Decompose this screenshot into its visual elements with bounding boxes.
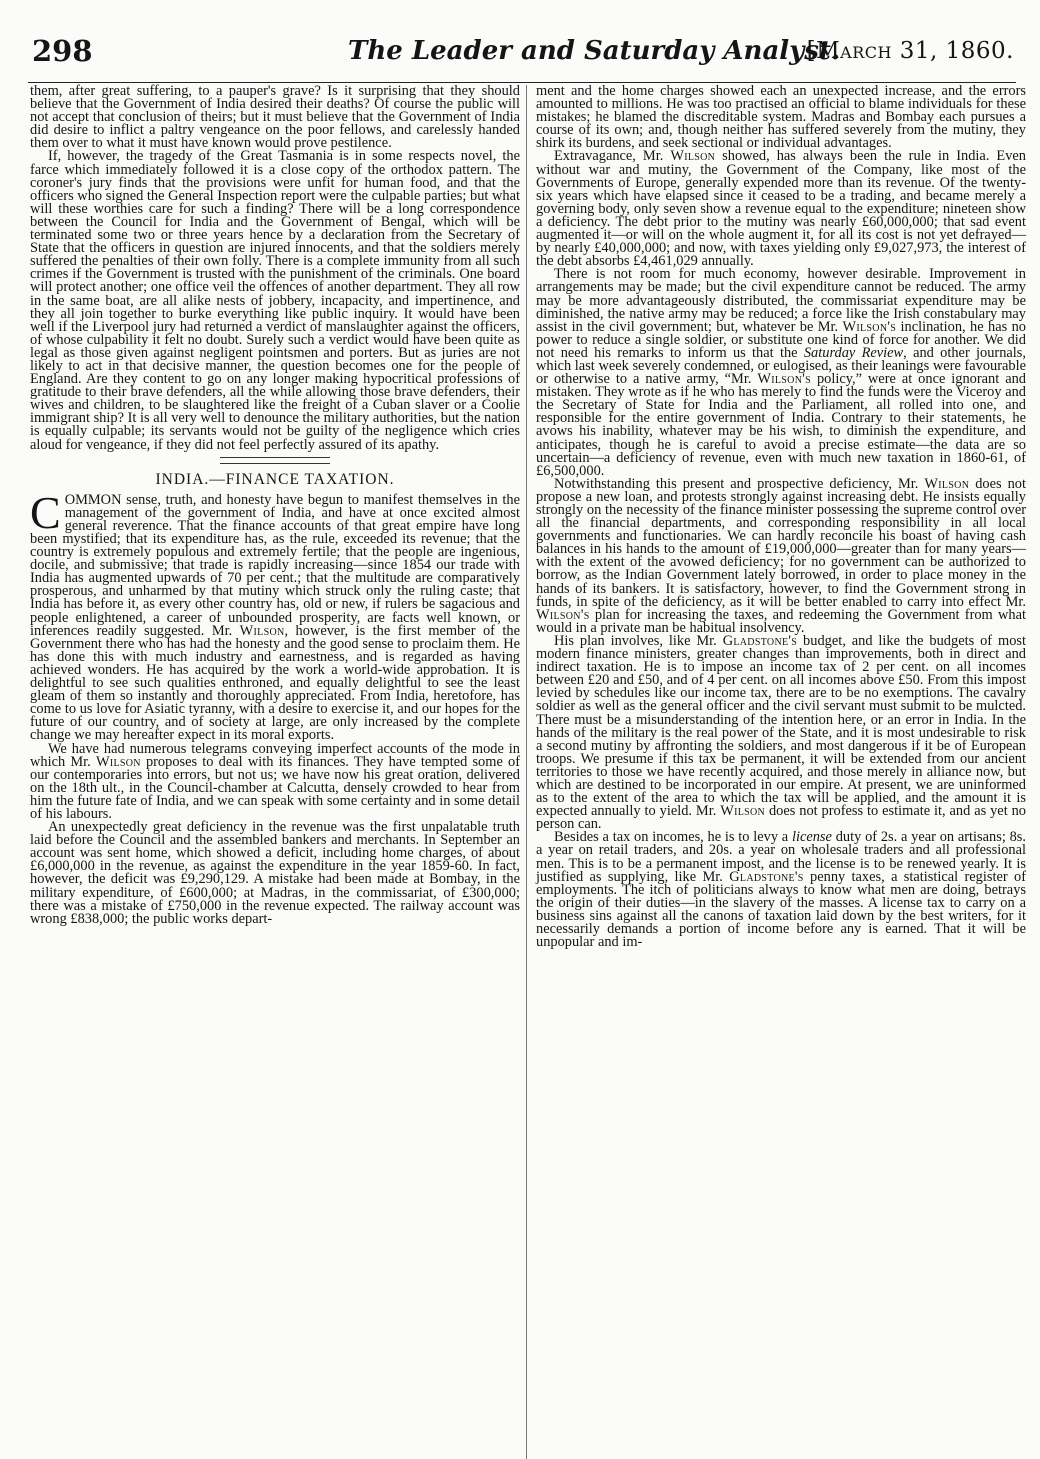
paragraph: If, however, the tragedy of the Great Tasmania is in some respects novel, the farce which immediately followed it is a close copy of the orthodox pattern. The coroner's jury finds that the provisions were unfit for human food, and that the officers who signed the General Inspection report were the culpable parties; but what will these worthies care for such a finding? There will be a long correspondence between the Council for India and the Government of Bengal, which will be terminated some two or three years hence by a declaration from the Secretary of State that the officers in question are injured innocents, and that the soldiers merely suffered the penalties of their own folly. There is a complete immunity from all such crimes if the Government is trusted with the punishment of the criminals. One board will protect another; one office veil the offences of another department. They all row in the same boat, are all alike nests of jobbery, incapacity, and impertinence, and they all join together to burke everything like public inquiry. It would have been well if the Liverpool jury had returned a verdict of manslaughter against the officers, of whose culpability it felt no doubt. Surely such a verdict would have been quite as legal as those given against negligent pointsmen and porters. But as juries are not likely to act in that decisive manner, the question becomes one for the people of England. Are they content to go on any longer making hypocritical professions of gratitude to their brave defenders, all the while allowing those brave defenders, their wives and children, to be slaughtered like the freight of a Cuban slaver or a Coolie immigrant ship? It is all very well to denounce the military authorities, but the nation is equally culpable; its servants would not be guilty of the negligence which cries aloud for vengeance, if they did not feel perfectly assured of its apathy.	[30, 148, 520, 453]
section-divider	[220, 457, 330, 464]
paragraph: Notwithstanding this present and prospective deficiency, Mr. Wilson does not propose a new loan, and protests strongly against increasing debt. He insists equally strongly on the necessity of the finance minister possessing the supreme control over all the financial departments, and corresponding responsibility in all local governments and functionaries. We can hardly reconcile his boast of having cash balances in his hands to the amount of £19,000,000—greater than for many years—with the extent of the avowed deficiency; for no government can be authorized to borrow, as the Indian Government lately borrowed, in order to place money in the hands of its bankers. It is satisfactory, however, to find the Government strong in funds, in spite of the deficiency, as it will be better enabled to carry into effect Mr. Wilson's plan for increasing the taxes, and redeeming the Government from what would in a private man be habitual insolvency.	[536, 475, 1026, 636]
drop-cap: C	[30, 486, 61, 538]
paragraph: There is not room for much economy, however desirable. Improvement in arrangements may be made; but the civil expenditure cannot be reduced. The army may be more advantageously distributed, the commissariat expenditure may be diminished, the native army may be reduced; a force like the Irish constabulary may assist in the civil government; but, whatever be Mr. Wilson's inclination, he has no power to reduce a single soldier, or substitute one kind of force for another. We did not need his remarks to inform us that the Saturday Review, and other journals, which last week severely condemned, or eulogised, as their leanings were favourable or otherwise to a native army, “Mr. Wilson's policy,” were at once ignorant and mistaken. They wrote as if he who has merely to find the funds were the Viceroy and the Secretary of State for India and the Parliament, all rolled into one, and responsible for the entire government of India. Contrary to their statements, he avows his inability, whatever may be his wish, to diminish the expenditure, and anticipates, though he is careful to avoid a precise estimate—the data are so uncertain—a deficiency of revenue, even with much new taxation in 1860-61, of £6,500,000.	[536, 266, 1027, 479]
paragraph: COMMON sense, truth, and honesty have begun to manifest themselves in the management of the government of India, and have at once excited almost general reverence. That the finance accounts of that great empire have long been mystified; that its expenditure has, as the rule, exceeded its revenue; that the country is extremely populous and extremely fertile; that the people are ingenious, docile, and submissive; that trade is rapidly increasing—since 1854 our trade with India has augmented upwards of 70 per cent.; that the multitude are comparatively prosperous, and unharmed by that mutiny which struck only the ruling caste; that India has before it, as every other country has, old or new, if rulers be sagacious and people enlightened, a career of unbounded prosperity, are facts well known, or inferences readily suggested. Mr. Wilson, however, is the first member of the Government there who has had the honesty and the good sense to proclaim them. He has done this with much industry and earnestness, and is regarded as having achieved wonders. He has acquired by the work a world-wide approbation. It is delightful to see such qualities enthroned, and equally delightful to see the least gleam of them so instantly and thoroughly appreciated. From India, heretofore, has come to us love for Asiatic tyranny, with a desire to exercise it, and our hopes for the future of our country, and of society at large, are only increased by the complete change we may hereafter expect in its moral exports.	[30, 486, 520, 744]
page-header	[28, 32, 1014, 72]
column-divider	[526, 85, 527, 1459]
paragraph: An unexpectedly great deficiency in the revenue was the first unpalatable truth laid before the Council and the assembled bankers and merchants. In September an account was sent home, which showed a deficit, including home charges, of about £6,000,000 in the revenue, as against the expenditure in the year 1859-60. In fact, however, the deficit was £9,290,129. A mistake had been made at Bombay, in the military expenditure, of £600,000; at Madras, in the commissariat, of £300,000; there was a mistake of £750,000 in the revenue expected. The railway account was wrong £838,000; the public works depart-	[30, 819, 520, 927]
issue-date: [March 31, 1860.	[806, 38, 1014, 64]
article-heading: INDIA.—FINANCE TAXATION.	[155, 470, 395, 488]
paragraph: Besides a tax on incomes, he is to levy a license duty of 2s. a year on artisans; 8s. a year on retail traders, and 20s. a year on wholesale traders and all professional men. This is to be a permanent impost, and the license is to be renewed yearly. It is justified as supplying, like Mr. Gladstone's penny taxes, a statistical register of employments. The itch of politicians always to know what men are doing, betrays the origin of their duties—in the slavery of the masses. A license tax to carry on a business sins against all the canons of taxation laid down by the best writers, for it necessarily demands a portion of income before any is earned. That it will be unpopular and im-	[536, 829, 1026, 951]
left-column	[30, 85, 520, 926]
paragraph: His plan involves, like Mr. Gladstone's budget, and like the budgets of most modern finance ministers, greater changes than improvements, both in direct and indirect taxation. He is to impose an income tax of 2 per cent. on all incomes between £20 and £50, and of 4 per cent. on all incomes above £50. From this impost levied by schedules like our income tax, there are to be no exemptions. The cavalry soldier as well as the general officer and the civil servant must submit to be mulcted. There must be a misunderstanding of the intention here, or an error in India. In the hands of the military is the real power of the State, and it is most undesirable to risk a second mutiny by affronting the soldiers, and most dangerous if it be of European troops. We presume if this tax be permanent, it will be extended from our ancient territories to those we have recently acquired, and those merely in alliance now, but which are destined to be incorporated in our empire. At present, we are uninformed as to the extent of the area to which the tax will be applied, and the amount it is expected annually to yield. Mr. Wilson does not profess to estimate it, and as yet no person can.	[536, 632, 1026, 833]
paragraph: Extravagance, Mr. Wilson showed, has always been the rule in India. Even without war and mutiny, the Government of the Company, like most of the Governments of Europe, generally expended more than its revenue. Of the twenty-six years which have elapsed since it ceased to be a trading, and became merely a governing body, only seven show a revenue equal to the expenditure; nineteen show a deficiency. The debt prior to the mutiny was nearly £60,000,000; that sad event augmented it—or will on the whole augment it, for all its cost is not yet defrayed—by nearly £40,000,000; and now, with taxes yielding only £9,027,973, the interest of the debt absorbs £4,461,029 annually.	[536, 148, 1026, 270]
publication-title: The Leader and Saturday Analyst.	[348, 36, 840, 66]
paragraph: We have had numerous telegrams conveying imperfect accounts of the mode in which Mr. Wilson proposes to deal with its finances. They have tempted some of our contemporaries into errors, but not us; we have now his great oration, delivered on the 18th ult., in the Council-chamber at Calcutta, densely crowded to hear from him the future fate of India, and we can speak with some certainty and in some detail of his labours.	[30, 740, 521, 822]
page-number: 298	[32, 34, 93, 68]
paragraph: ment and the home charges showed each an unexpected increase, and the errors amounted to millions. He was too practised an official to blame individuals for these mistakes; he blamed the discreditable system. Madras and Bombay each pursues a course of its own; and, though neither has suffered severely from the mutiny, they shirk its burdens, and seek sectional or individual advantages.	[536, 83, 1026, 152]
right-column	[536, 85, 1026, 949]
paragraph: them, after great suffering, to a pauper's grave? Is it surprising that they should believe that the Government of India desired their deaths? Of course the public will not accept that conclusion of theirs; but it must believe that the Government of India did desire to inflict a paltry vengeance on the poor fellows, and carelessly handed them over to what it must have known would prove pestilence.	[30, 83, 520, 152]
